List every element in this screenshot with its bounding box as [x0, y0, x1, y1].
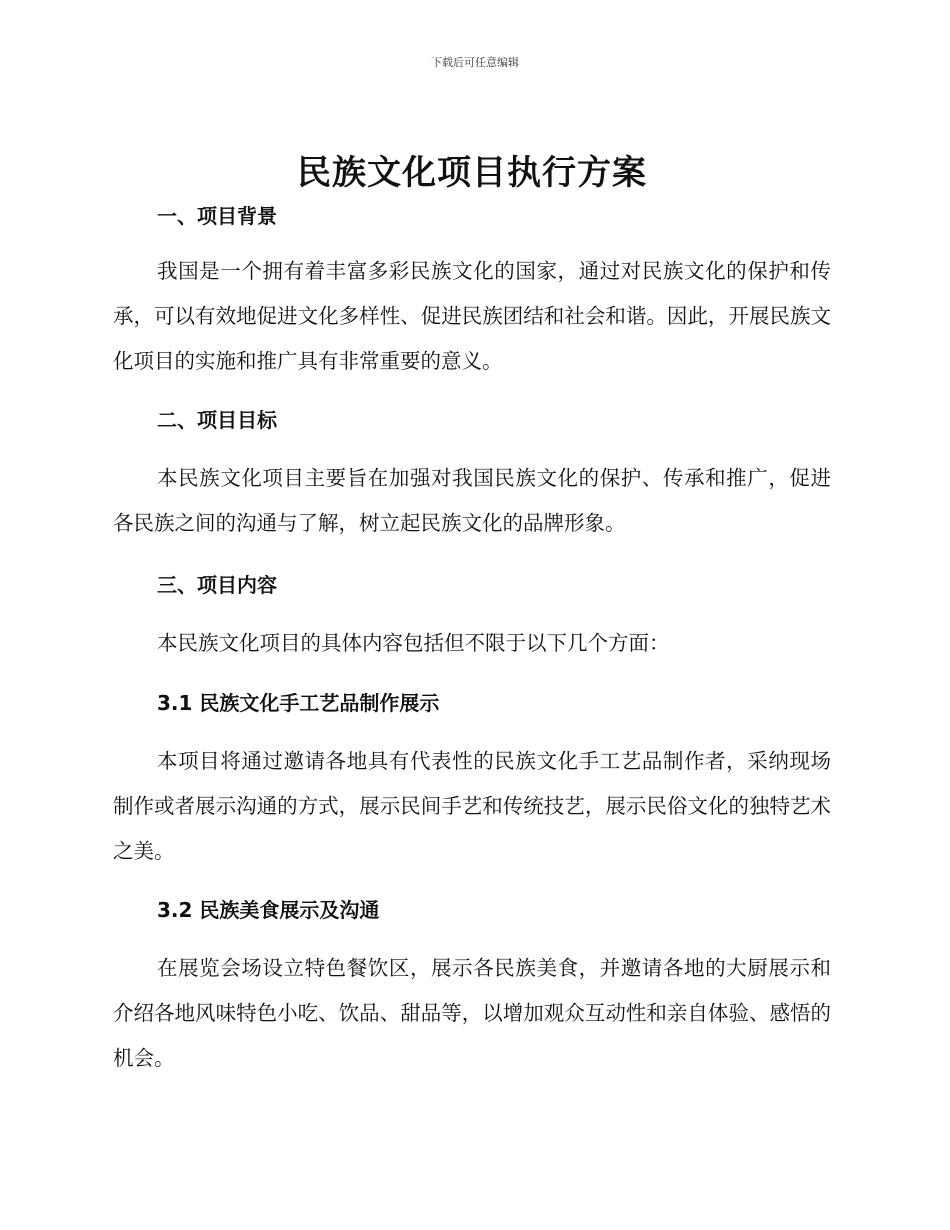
document-body [113, 150, 831, 1081]
document-title: 民族文化项目执行方案 [297, 153, 647, 193]
section-heading-goals: 二、项目目标 [157, 408, 277, 432]
subsection-heading-handicraft: 3.1 民族文化手工艺品制作展示 [157, 691, 440, 715]
section-heading-background: 一、项目背景 [157, 204, 277, 228]
section-paragraph-goals: 本民族文化项目主要旨在加强对我国民族文化的保护、传承和推广，促进各民族之间的沟通与了解，树立起民族文化的品牌形象。 [113, 466, 831, 535]
section-heading-content: 三、项目内容 [157, 573, 277, 597]
subsection-paragraph-handicraft: 本项目将通过邀请各地具有代表性的民族文化手工艺品制作者，采纳现场制作或者展示沟通的方式，展示民间手艺和传统技艺，展示民俗文化的独特艺术之美。 [113, 749, 831, 863]
section-paragraph-content: 本民族文化项目的具体内容包括但不限于以下几个方面： [157, 631, 670, 655]
subsection-paragraph-cuisine: 在展览会场设立特色餐饮区，展示各民族美食，并邀请各地的大厨展示和介绍各地风味特色小吃、饮品、甜品等，以增加观众互动性和亲自体验、感悟的机会。 [113, 956, 831, 1070]
page-header: 下载后可任意编辑 [431, 56, 519, 69]
section-paragraph-background: 我国是一个拥有着丰富多彩民族文化的国家，通过对民族文化的保护和传承，可以有效地促进文化多样性、促进民族团结和社会和谐。因此，开展民族文化项目的实施和推广具有非常重要的意义。 [113, 259, 831, 373]
subsection-heading-cuisine: 3.2 民族美食展示及沟通 [157, 898, 380, 922]
